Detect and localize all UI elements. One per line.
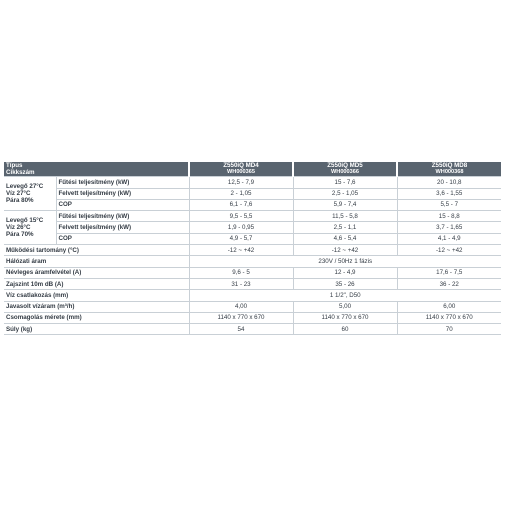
header-code-label: Cikkszám — [6, 169, 35, 177]
row-label: Súly (kg) — [4, 324, 189, 335]
table-row — [4, 301, 501, 312]
cell-value: 15 - 8,8 — [397, 211, 501, 222]
condition-group-1 — [4, 177, 56, 211]
header-model-md5 — [293, 162, 397, 177]
cell-value: 4,9 - 5,7 — [189, 233, 293, 244]
row-label: Felvett teljesítmény (kW) — [56, 188, 189, 199]
cell-value: 5,00 — [293, 301, 397, 312]
cell-value: 5,9 - 7,4 — [293, 199, 397, 210]
row-label: Javasolt vízáram (m³/h) — [4, 301, 189, 312]
cell-value: 11,5 - 5,8 — [293, 211, 397, 222]
condition-line: Víz 26°C — [6, 224, 31, 232]
row-label: Hálózati áram — [4, 256, 189, 267]
cell-value: 1140 x 770 x 670 — [397, 312, 501, 323]
cell-value: 3,6 - 1,55 — [397, 188, 501, 199]
model-code: WH000365 — [227, 169, 255, 176]
cell-value: 1,9 - 0,95 — [189, 222, 293, 233]
cell-value: 2,5 - 1,1 — [293, 222, 397, 233]
cell-value: 54 — [189, 324, 293, 335]
cell-value: 70 — [397, 324, 501, 335]
cell-value-span: 230V / 50Hz 1 fázis — [189, 256, 501, 267]
header-model-md8 — [397, 162, 501, 177]
cell-value: 17,6 - 7,5 — [397, 267, 501, 278]
model-name: Z550iQ MD4 — [223, 162, 259, 170]
header-model-md4 — [189, 162, 293, 177]
cell-value: 9,5 - 5,5 — [189, 211, 293, 222]
table-row — [4, 211, 501, 222]
cell-value: 15 - 7,6 — [293, 177, 397, 188]
row-label: Működési tartomány (°C) — [4, 245, 189, 256]
table-row — [4, 222, 501, 233]
condition-line: Víz 27°C — [6, 190, 31, 198]
cell-value: 31 - 23 — [189, 278, 293, 289]
header-type-label: Típus — [6, 162, 23, 169]
cell-value: -12 ~ +42 — [293, 245, 397, 256]
cell-value: 35 - 26 — [293, 278, 397, 289]
model-code: WH000366 — [331, 169, 359, 176]
header-row — [4, 162, 501, 177]
row-label: Zajszint 10m dB (A) — [4, 278, 189, 289]
row-label: Víz csatlakozás (mm) — [4, 290, 189, 301]
condition-line: Pára 70% — [6, 231, 34, 239]
model-code: WH000368 — [435, 169, 464, 176]
cell-value: 1140 x 770 x 670 — [293, 312, 397, 323]
cell-value: 2,5 - 1,05 — [293, 188, 397, 199]
row-label: Fűtési teljesítmény (kW) — [56, 211, 189, 222]
cell-value: 12,5 - 7,9 — [189, 177, 293, 188]
cell-value: 20 - 10,8 — [397, 177, 501, 188]
condition-line: Levegő 15°C — [6, 216, 44, 224]
row-label: Csomagolás mérete (mm) — [4, 312, 189, 323]
cell-value: 6,1 - 7,6 — [189, 199, 293, 210]
model-name: Z550iQ MD8 — [431, 162, 468, 170]
condition-group-2 — [4, 211, 56, 245]
table-row — [4, 290, 501, 301]
cell-value: 4,1 - 4,9 — [397, 233, 501, 244]
table-row — [4, 199, 501, 210]
cell-value: 60 — [293, 324, 397, 335]
cell-value: -12 ~ +42 — [189, 245, 293, 256]
row-label: Névleges áramfelvétel (A) — [4, 267, 189, 278]
cell-value: 5,5 - 7 — [397, 199, 501, 210]
table-row — [4, 245, 501, 256]
row-label: COP — [56, 199, 189, 210]
cell-value: -12 ~ +42 — [397, 245, 501, 256]
condition-line: Levegő 27°C — [6, 183, 44, 190]
cell-value: 6,00 — [397, 301, 501, 312]
cell-value: 36 - 22 — [397, 278, 501, 289]
table-row — [4, 233, 501, 244]
model-name: Z550iQ MD5 — [327, 162, 363, 170]
row-label: COP — [56, 233, 189, 244]
table-row — [4, 324, 501, 335]
cell-value: 1140 x 770 x 670 — [189, 312, 293, 323]
table-row — [4, 312, 501, 323]
cell-value: 2 - 1,05 — [189, 188, 293, 199]
row-label: Fűtési teljesítmény (kW) — [56, 177, 189, 188]
row-label: Felvett teljesítmény (kW) — [56, 222, 189, 233]
cell-value: 12 - 4,9 — [293, 267, 397, 278]
cell-value: 4,6 - 5,4 — [293, 233, 397, 244]
cell-value: 3,7 - 1,65 — [397, 222, 501, 233]
spec-table — [4, 162, 501, 335]
cell-value: 4,00 — [189, 301, 293, 312]
cell-value-span: 1 1/2", D50 — [189, 290, 501, 301]
table-row — [4, 278, 501, 289]
table-row — [4, 267, 501, 278]
header-corner — [4, 162, 189, 177]
condition-line: Pára 80% — [6, 197, 34, 205]
cell-value: 9,6 - 5 — [189, 267, 293, 278]
table-row — [4, 177, 501, 188]
table-row — [4, 188, 501, 199]
table-row — [4, 256, 501, 267]
